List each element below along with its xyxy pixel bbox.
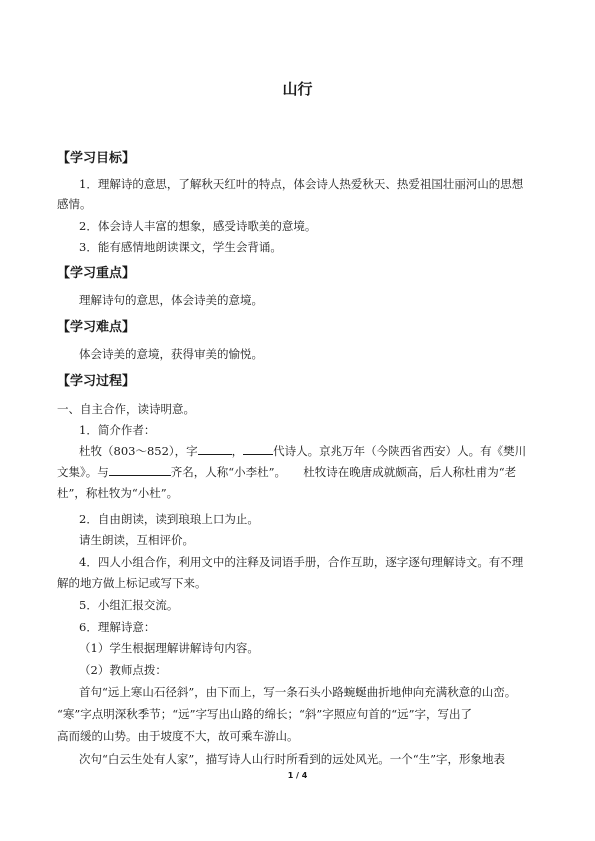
goal-2: 2．体会诗人丰富的想象，感受诗歌美的意境。 — [79, 219, 317, 233]
fill-blank-peer-poet[interactable] — [109, 463, 171, 476]
heading-goals: 【学习目标】 — [57, 151, 136, 166]
author-intro-text-b: ， — [231, 444, 244, 458]
analysis-line-1: 首句“远上寒山石径斜”，由下而上，写一条石头小路蜿蜒曲折地伸向充满秋意的山峦。 — [79, 685, 517, 699]
process-step-heading: 一、自主合作，读诗明意。 — [57, 402, 195, 416]
goal-1-line-2: 感情。 — [57, 197, 92, 211]
step-2: 2．自由朗读，读到琅琅上口为止。 — [79, 512, 259, 526]
page-title: 山行 — [282, 80, 313, 98]
author-intro-text-e: 齐名，人称“小李杜”。 杜牧诗在晚唐成就颇高，后人称杜甫为“老 — [170, 465, 517, 479]
author-intro-line-1 — [79, 442, 526, 460]
author-intro-text-c: 代诗人。京兆万年（今陕西省西安）人。有《樊川 — [273, 444, 527, 458]
heading-difficulty: 【学习难点】 — [57, 320, 136, 335]
author-intro-heading: 1．简介作者： — [79, 423, 156, 437]
analysis-line-2: “寒”字点明深秋季节；“远”字写出山路的绵长；“斜”字照应句首的“远”字，写出了 — [57, 707, 473, 721]
goal-1-line-1: 1．理解诗的意思，了解秋天红叶的特点，体会诗人热爱秋天、热爱祖国壮丽河山的思想 — [79, 177, 524, 191]
author-intro-line-2 — [57, 463, 516, 481]
step-4-line-1: 4．四人小组合作，利用文中的注释及词语手册，合作互助，逐字逐句理解诗文。有不理 — [79, 555, 524, 569]
step-6: 6．理解诗意： — [79, 620, 156, 634]
fill-blank-dynasty[interactable] — [243, 442, 273, 455]
difficulty-text: 体会诗美的意境，获得审美的愉悦。 — [79, 347, 263, 361]
step-6-item-1: （1）学生根据理解讲解诗句内容。 — [79, 641, 259, 655]
step-5: 5．小组汇报交流。 — [79, 598, 179, 612]
author-intro-text-d: 文集》。与 — [57, 465, 109, 479]
author-intro-line-3: 杜”，称杜牧为“小杜”。 — [57, 486, 179, 500]
focus-text: 理解诗句的意思，体会诗美的意境。 — [79, 293, 263, 307]
page-number: 1 / 4 — [287, 771, 308, 780]
step-6-item-2: （2）教师点拨： — [79, 663, 167, 677]
fill-blank-courtesy-name[interactable] — [198, 442, 232, 455]
step-2-note: 请生朗读，互相评价。 — [79, 533, 194, 547]
goal-3: 3．能有感情地朗读课文，学生会背诵。 — [79, 240, 282, 254]
author-intro-text-a: 杜牧（803～852），字 — [79, 444, 198, 458]
heading-focus: 【学习重点】 — [57, 266, 136, 281]
analysis-line-4: 次句“白云生处有人家”，描写诗人山行时所看到的远处风光。一个“生”字，形象地表 — [79, 752, 506, 766]
analysis-line-3: 高而缓的山势。由于坡度不大，故可乘车游山。 — [57, 729, 299, 743]
step-4-line-2: 解的地方做上标记或写下来。 — [57, 576, 207, 590]
heading-process: 【学习过程】 — [57, 374, 136, 389]
